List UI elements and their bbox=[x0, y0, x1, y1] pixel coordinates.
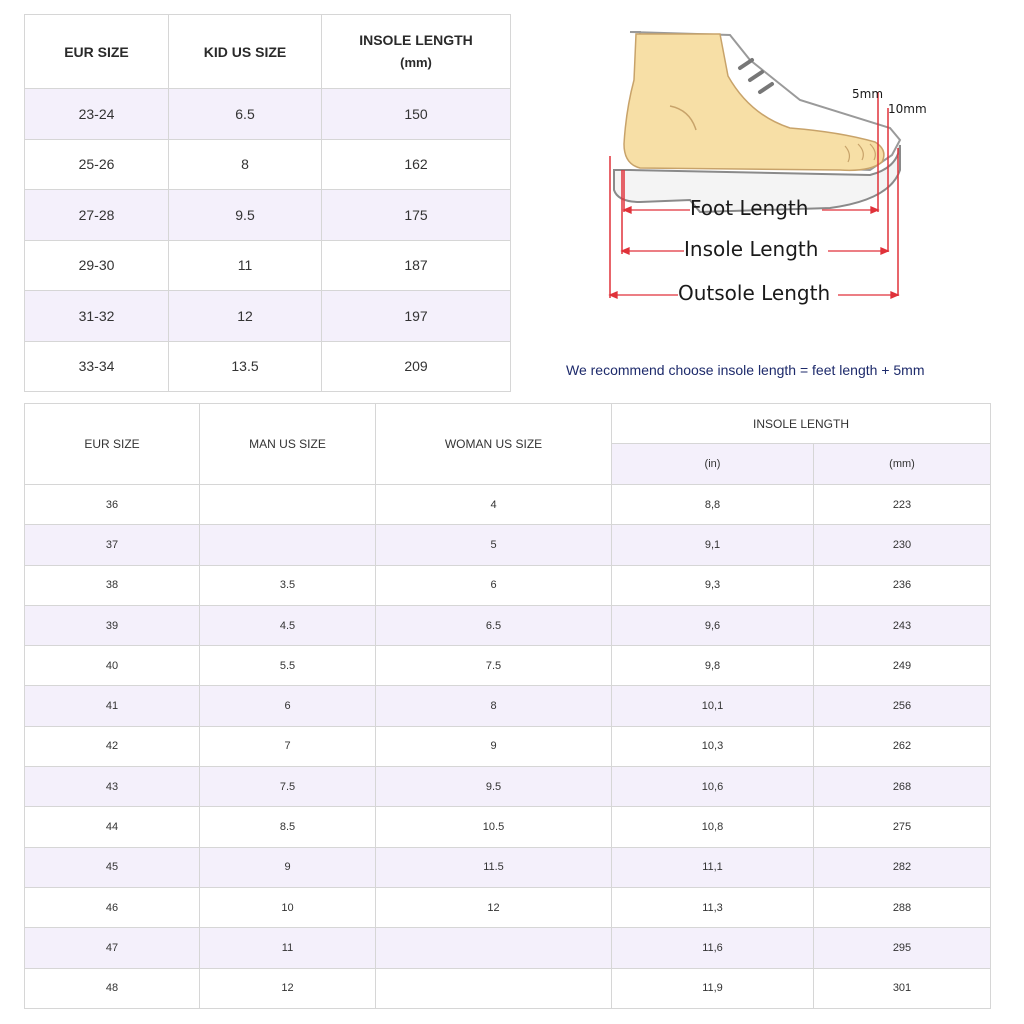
adult-cell-eur: 41 bbox=[25, 686, 200, 726]
adult-cell-eur: 45 bbox=[25, 847, 200, 887]
kid-cell-insole: 209 bbox=[322, 341, 511, 392]
adult-cell-mm: 256 bbox=[814, 686, 991, 726]
adult-table-row bbox=[25, 565, 991, 605]
adult-cell-man: 8.5 bbox=[200, 807, 376, 847]
adult-table-row bbox=[25, 767, 991, 807]
adult-cell-eur: 38 bbox=[25, 565, 200, 605]
adult-cell-woman: 9 bbox=[376, 726, 612, 766]
adult-cell-in: 11,3 bbox=[612, 887, 814, 927]
adult-cell-man bbox=[200, 485, 376, 525]
adult-cell-woman: 7.5 bbox=[376, 646, 612, 686]
insole-length-label: Insole Length bbox=[684, 237, 819, 261]
adult-cell-woman: 9.5 bbox=[376, 767, 612, 807]
adult-table-row bbox=[25, 646, 991, 686]
adult-header-eur: EUR SIZE bbox=[25, 404, 200, 485]
adult-cell-in: 9,3 bbox=[612, 565, 814, 605]
adult-table-row bbox=[25, 968, 991, 1008]
adult-cell-man: 6 bbox=[200, 686, 376, 726]
adult-cell-man bbox=[200, 525, 376, 565]
kid-size-table bbox=[24, 14, 511, 392]
kid-cell-eur: 31-32 bbox=[25, 291, 169, 342]
adult-cell-woman: 8 bbox=[376, 686, 612, 726]
adult-table-header-row bbox=[25, 404, 991, 444]
adult-cell-man: 9 bbox=[200, 847, 376, 887]
adult-cell-woman bbox=[376, 928, 612, 968]
adult-cell-eur: 48 bbox=[25, 968, 200, 1008]
adult-cell-mm: 275 bbox=[814, 807, 991, 847]
adult-size-table bbox=[24, 403, 991, 1009]
kid-header-insole-unit: (mm) bbox=[400, 55, 432, 70]
adult-cell-woman: 4 bbox=[376, 485, 612, 525]
kid-header-insole-title: INSOLE LENGTH bbox=[359, 32, 473, 48]
adult-cell-eur: 40 bbox=[25, 646, 200, 686]
kid-cell-us: 13.5 bbox=[169, 341, 322, 392]
adult-cell-mm: 301 bbox=[814, 968, 991, 1008]
adult-table-row bbox=[25, 928, 991, 968]
kid-cell-eur: 27-28 bbox=[25, 190, 169, 241]
adult-cell-mm: 288 bbox=[814, 887, 991, 927]
adult-cell-eur: 47 bbox=[25, 928, 200, 968]
kid-cell-insole: 197 bbox=[322, 291, 511, 342]
kid-cell-eur: 33-34 bbox=[25, 341, 169, 392]
adult-cell-mm: 282 bbox=[814, 847, 991, 887]
adult-cell-man: 4.5 bbox=[200, 605, 376, 645]
adult-header-insole: INSOLE LENGTH bbox=[612, 404, 991, 444]
kid-table-row bbox=[25, 89, 511, 140]
adult-cell-man: 7 bbox=[200, 726, 376, 766]
adult-cell-in: 10,1 bbox=[612, 686, 814, 726]
adult-table-row bbox=[25, 525, 991, 565]
adult-cell-mm: 243 bbox=[814, 605, 991, 645]
adult-header-unit-in: (in) bbox=[612, 444, 814, 485]
adult-cell-eur: 37 bbox=[25, 525, 200, 565]
adult-cell-eur: 42 bbox=[25, 726, 200, 766]
adult-header-woman: WOMAN US SIZE bbox=[376, 404, 612, 485]
kid-cell-eur: 23-24 bbox=[25, 89, 169, 140]
adult-cell-eur: 36 bbox=[25, 485, 200, 525]
outsole-length-label: Outsole Length bbox=[678, 281, 831, 305]
adult-cell-mm: 268 bbox=[814, 767, 991, 807]
kid-table-row bbox=[25, 139, 511, 190]
adult-table-row bbox=[25, 726, 991, 766]
gap-10mm-label: 10mm bbox=[888, 102, 927, 116]
adult-cell-mm: 295 bbox=[814, 928, 991, 968]
kid-table-row bbox=[25, 291, 511, 342]
adult-cell-mm: 249 bbox=[814, 646, 991, 686]
adult-table-row bbox=[25, 485, 991, 525]
adult-cell-in: 11,9 bbox=[612, 968, 814, 1008]
adult-cell-woman: 6 bbox=[376, 565, 612, 605]
kid-cell-us: 11 bbox=[169, 240, 322, 291]
adult-cell-man: 3.5 bbox=[200, 565, 376, 605]
adult-cell-woman: 11.5 bbox=[376, 847, 612, 887]
kid-cell-insole: 187 bbox=[322, 240, 511, 291]
adult-cell-man: 5.5 bbox=[200, 646, 376, 686]
adult-cell-in: 10,8 bbox=[612, 807, 814, 847]
adult-header-unit-mm: (mm) bbox=[814, 444, 991, 485]
adult-cell-in: 9,1 bbox=[612, 525, 814, 565]
adult-cell-woman: 12 bbox=[376, 887, 612, 927]
kid-cell-us: 12 bbox=[169, 291, 322, 342]
kid-cell-eur: 25-26 bbox=[25, 139, 169, 190]
kid-cell-us: 6.5 bbox=[169, 89, 322, 140]
kid-cell-insole: 162 bbox=[322, 139, 511, 190]
kid-header-us: KID US SIZE bbox=[169, 15, 322, 89]
kid-header-insole bbox=[322, 15, 511, 89]
kid-cell-insole: 175 bbox=[322, 190, 511, 241]
adult-header-man: MAN US SIZE bbox=[200, 404, 376, 485]
kid-cell-us: 8 bbox=[169, 139, 322, 190]
adult-cell-woman bbox=[376, 968, 612, 1008]
adult-cell-man: 11 bbox=[200, 928, 376, 968]
adult-table-row bbox=[25, 887, 991, 927]
kid-table-row bbox=[25, 240, 511, 291]
adult-cell-in: 9,6 bbox=[612, 605, 814, 645]
adult-cell-in: 10,3 bbox=[612, 726, 814, 766]
kid-cell-insole: 150 bbox=[322, 89, 511, 140]
kid-table-row bbox=[25, 190, 511, 241]
recommendation-text: We recommend choose insole length = feet length + 5mm bbox=[566, 362, 925, 378]
adult-table-row bbox=[25, 686, 991, 726]
adult-cell-in: 10,6 bbox=[612, 767, 814, 807]
adult-cell-in: 8,8 bbox=[612, 485, 814, 525]
adult-cell-eur: 44 bbox=[25, 807, 200, 847]
adult-cell-in: 9,8 bbox=[612, 646, 814, 686]
adult-cell-man: 10 bbox=[200, 887, 376, 927]
adult-cell-mm: 236 bbox=[814, 565, 991, 605]
kid-table-header-row bbox=[25, 15, 511, 89]
adult-cell-in: 11,1 bbox=[612, 847, 814, 887]
adult-cell-in: 11,6 bbox=[612, 928, 814, 968]
adult-cell-mm: 262 bbox=[814, 726, 991, 766]
kid-cell-us: 9.5 bbox=[169, 190, 322, 241]
adult-table-row bbox=[25, 847, 991, 887]
adult-cell-man: 7.5 bbox=[200, 767, 376, 807]
adult-table-row bbox=[25, 605, 991, 645]
adult-cell-woman: 10.5 bbox=[376, 807, 612, 847]
adult-table-row bbox=[25, 807, 991, 847]
adult-cell-eur: 43 bbox=[25, 767, 200, 807]
foot-length-label: Foot Length bbox=[690, 196, 809, 220]
adult-cell-woman: 5 bbox=[376, 525, 612, 565]
adult-cell-eur: 46 bbox=[25, 887, 200, 927]
adult-cell-woman: 6.5 bbox=[376, 605, 612, 645]
kid-table-row bbox=[25, 341, 511, 392]
foot-measurement-diagram bbox=[600, 20, 940, 320]
adult-cell-eur: 39 bbox=[25, 605, 200, 645]
adult-cell-man: 12 bbox=[200, 968, 376, 1008]
adult-cell-mm: 223 bbox=[814, 485, 991, 525]
gap-5mm-label: 5mm bbox=[852, 87, 884, 101]
adult-cell-mm: 230 bbox=[814, 525, 991, 565]
kid-cell-eur: 29-30 bbox=[25, 240, 169, 291]
kid-header-eur: EUR SIZE bbox=[25, 15, 169, 89]
